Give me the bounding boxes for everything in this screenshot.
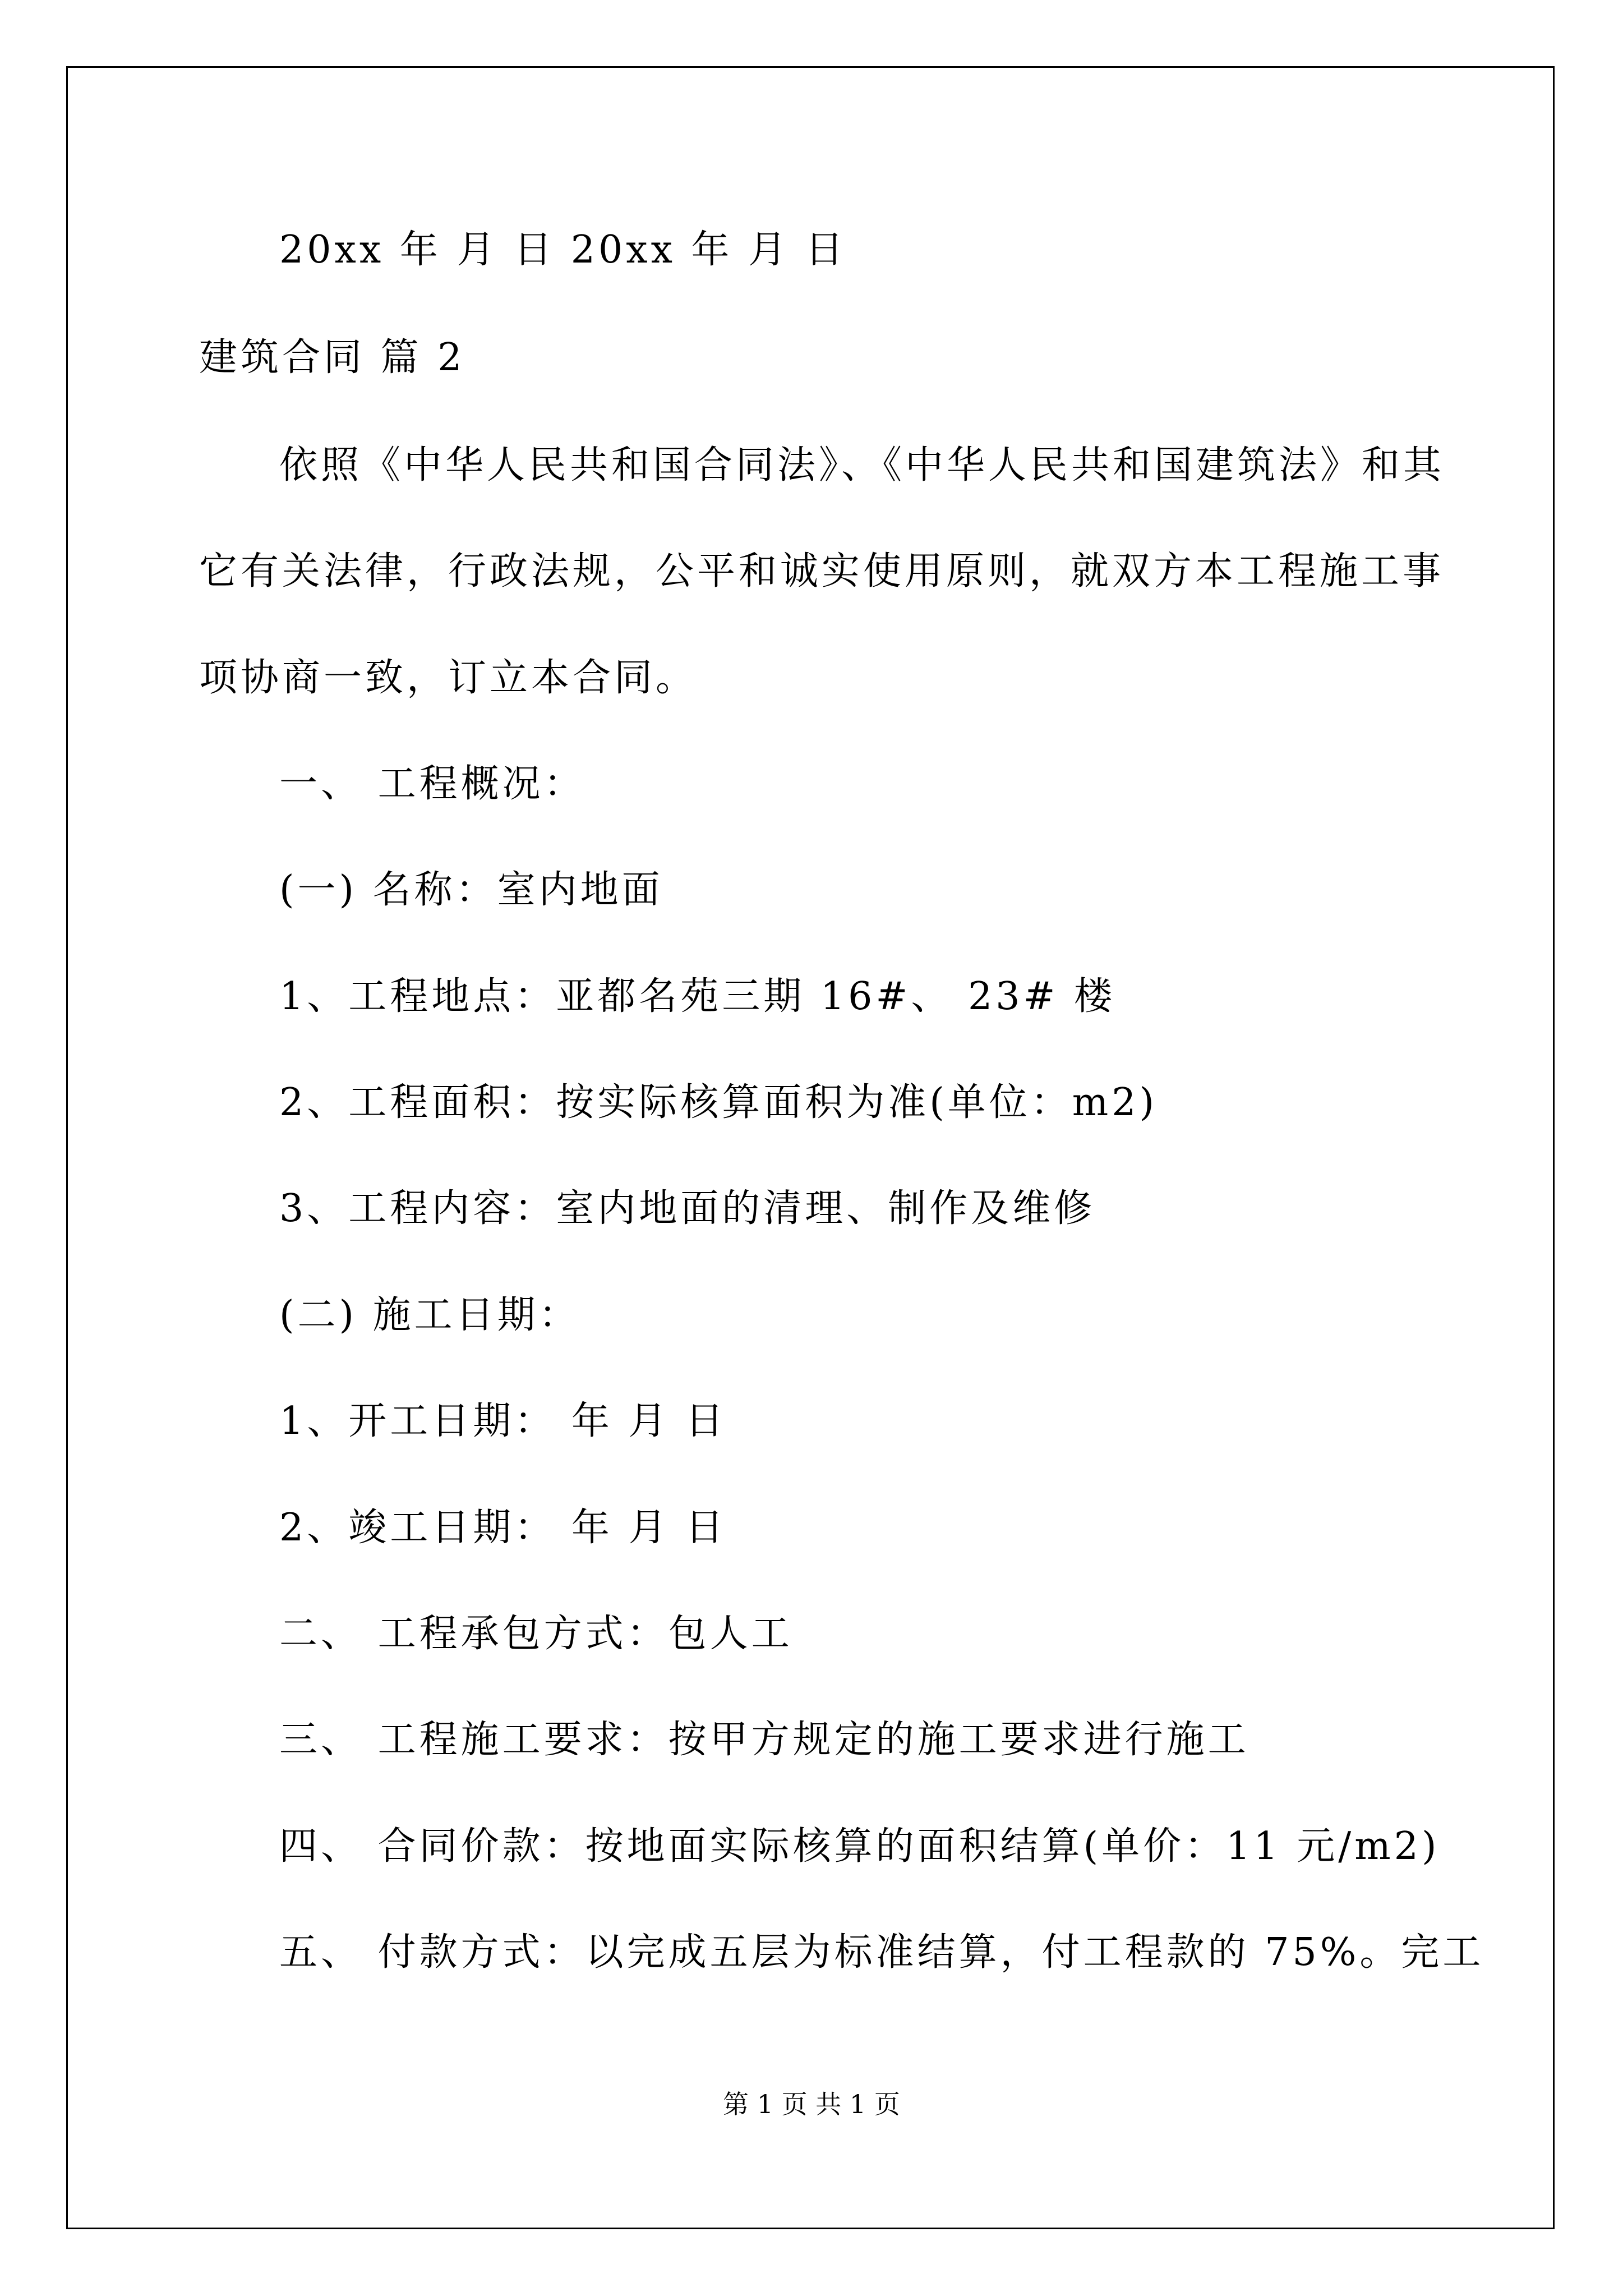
list-item: 1、开工日期： 年 月 日 [279,1399,727,1443]
date-line: 20xx 年 月 日 20xx 年 月 日 [279,228,847,272]
heading-payment: 五、 付款方式：以完成五层为标准结算，付工程款的 75%。完工 [279,1930,1484,1975]
heading-contract-type: 二、 工程承包方式：包人工 [279,1612,793,1656]
page-footer: 第 1 页 共 1 页 [723,2089,900,2119]
paragraph-line: 它有关法律，行政法规，公平和诚实使用原则，就双方本工程施工事 [199,549,1445,593]
page-border [66,66,1555,2229]
heading-requirements: 三、 工程施工要求：按甲方规定的施工要求进行施工 [279,1718,1249,1762]
paragraph-line: 依照《中华人民共和国合同法》、《中华人民共和国建筑法》和其 [279,443,1445,487]
heading-project-overview: 一、 工程概况： [279,762,585,806]
section-title: 建筑合同 篇 2 [199,335,465,380]
paragraph-line: 项协商一致，订立本合同。 [199,656,698,700]
subheading-name: (一) 名称：室内地面 [279,868,663,912]
list-item: 1、工程地点：亚都名苑三期 16#、 23# 楼 [279,974,1116,1019]
list-item: 2、竣工日期： 年 月 日 [279,1506,727,1550]
heading-price: 四、 合同价款：按地面实际核算的面积结算(单价：11 元/m2) [279,1824,1440,1869]
list-item: 3、工程内容：室内地面的清理、制作及维修 [279,1186,1096,1231]
subheading-dates: (二) 施工日期： [279,1293,580,1337]
list-item: 2、工程面积：按实际核算面积为准(单位：m2) [279,1080,1158,1125]
